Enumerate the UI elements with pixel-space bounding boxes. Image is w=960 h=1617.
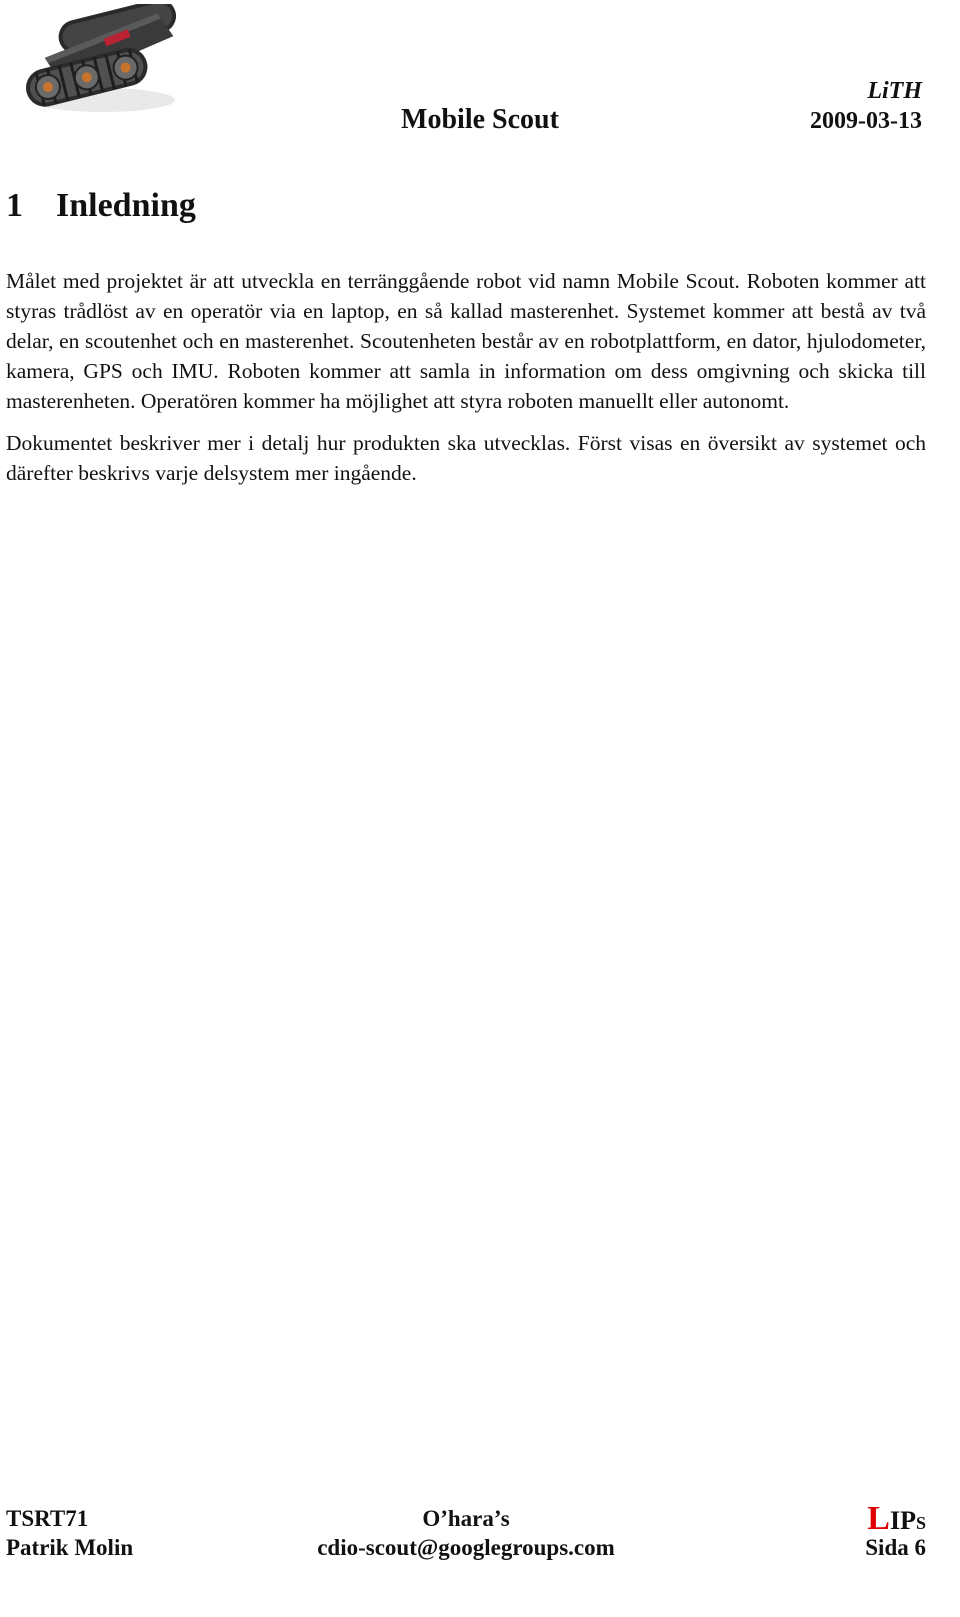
footer-row-top: [6, 1500, 926, 1537]
footer-row-bottom: [6, 1533, 926, 1562]
header-title: Mobile Scout: [401, 104, 559, 135]
section-body: [6, 266, 926, 500]
paragraph: Dokumentet beskriver mer i detalj hur produkten ska utvecklas. Först visas en översikt av systemet och därefter beskrivs varje delsystem mer ingående.: [6, 431, 926, 485]
lips-letter-l: L: [867, 1500, 890, 1537]
section-number: 1: [6, 187, 23, 224]
section-title: Inledning: [56, 187, 196, 224]
paragraph: Målet med projektet är att utveckla en terränggående robot vid namn Mobile Scout. Roboten kommer att styras trådlöst av en operatör via en laptop, en så kallad masterenhet. Systemet kommer att bestå av två delar, en scoutenhet och en masterenhet. Scoutenheten består av en robotplattform, en dator, hjulodometer, kamera, GPS och IMU. Roboten kommer att samla in information om dess omgivning och skicka till masterenheten. Operatören kommer ha möjlighet att styra roboten manuellt eller autonomt.: [6, 269, 926, 413]
header-institution: LiTH: [867, 78, 922, 104]
tracked-robot-logo-icon: [18, 4, 188, 116]
footer-email: cdio-scout@googlegroups.com: [317, 1535, 615, 1560]
footer-group-name: O’hara’s: [422, 1506, 510, 1531]
header-right-block: [810, 76, 922, 136]
header-date: 2009-03-13: [810, 108, 922, 134]
section-heading: [6, 186, 196, 226]
footer-course-code: TSRT71: [6, 1506, 89, 1531]
page-footer: [6, 1500, 926, 1562]
footer-author: Patrik Molin: [6, 1535, 134, 1560]
footer-page-number: Sida 6: [865, 1535, 926, 1560]
lips-letters-rest: IPs: [889, 1506, 926, 1535]
footer-lips-logo: [867, 1500, 926, 1537]
